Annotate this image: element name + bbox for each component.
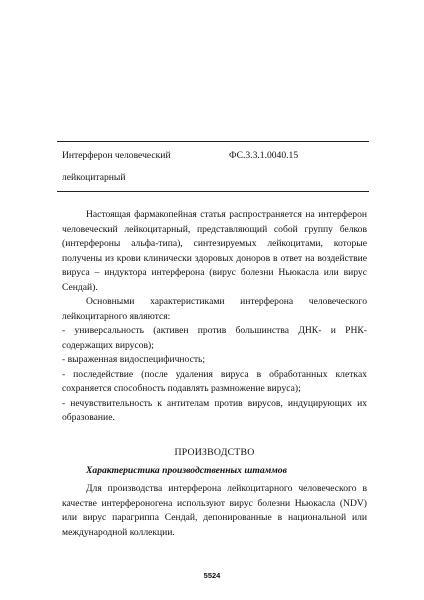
- section-heading-production: ПРОИЗВОДСТВО: [174, 447, 255, 458]
- production-paragraph-1: Для производства интерферона лейкоцитарного человеческого в качестве интерфероногена используют вирус болезни Ньюкасла (NDV) или вирус парагриппа Сендай, депонированные в национальной или международной коллекции.: [62, 483, 367, 538]
- intro-paragraph-2: Основными характеристиками интерферона человеческого лейкоцитарного являются:: [62, 296, 367, 322]
- page-number: 5524: [203, 571, 221, 580]
- header-bottom-rule: [57, 191, 369, 192]
- subsection-heading-strains: Характеристика производственных штаммов: [86, 465, 287, 476]
- document-code: ФС.3.3.1.0040.15: [229, 150, 299, 161]
- header-top-rule: [57, 141, 369, 142]
- document-title-line1: Интерферон человеческий: [62, 150, 171, 161]
- list-item: - последействие (после удаления вируса в обработанных клетках сохраняется способность подавлять размножение вируса);: [62, 368, 367, 394]
- intro-paragraph-1: Настоящая фармакопейная статья распространяется на интерферон человеческий лейкоцитарный, представляющий собой группу белков (интерфероны альфа-типа), синтезируемых лейкоцитами, которые получены из крови клинически здоровых доноров в ответ на воздействие вируса – индуктора интерферона (вирус болезни Ньюкасла или вирус Сендай).: [62, 209, 367, 293]
- document-title-line2: лейкоцитарный: [62, 172, 126, 183]
- intro-section: [62, 208, 367, 426]
- list-item: - нечувствительность к антителам против вирусов, индуцирующих их образование.: [62, 397, 367, 423]
- production-section: [62, 482, 367, 540]
- list-item: - универсальность (активен против большинства ДНК- и РНК-содержащих вирусов);: [62, 325, 367, 351]
- list-item: - выраженная видоспецифичность;: [62, 354, 206, 365]
